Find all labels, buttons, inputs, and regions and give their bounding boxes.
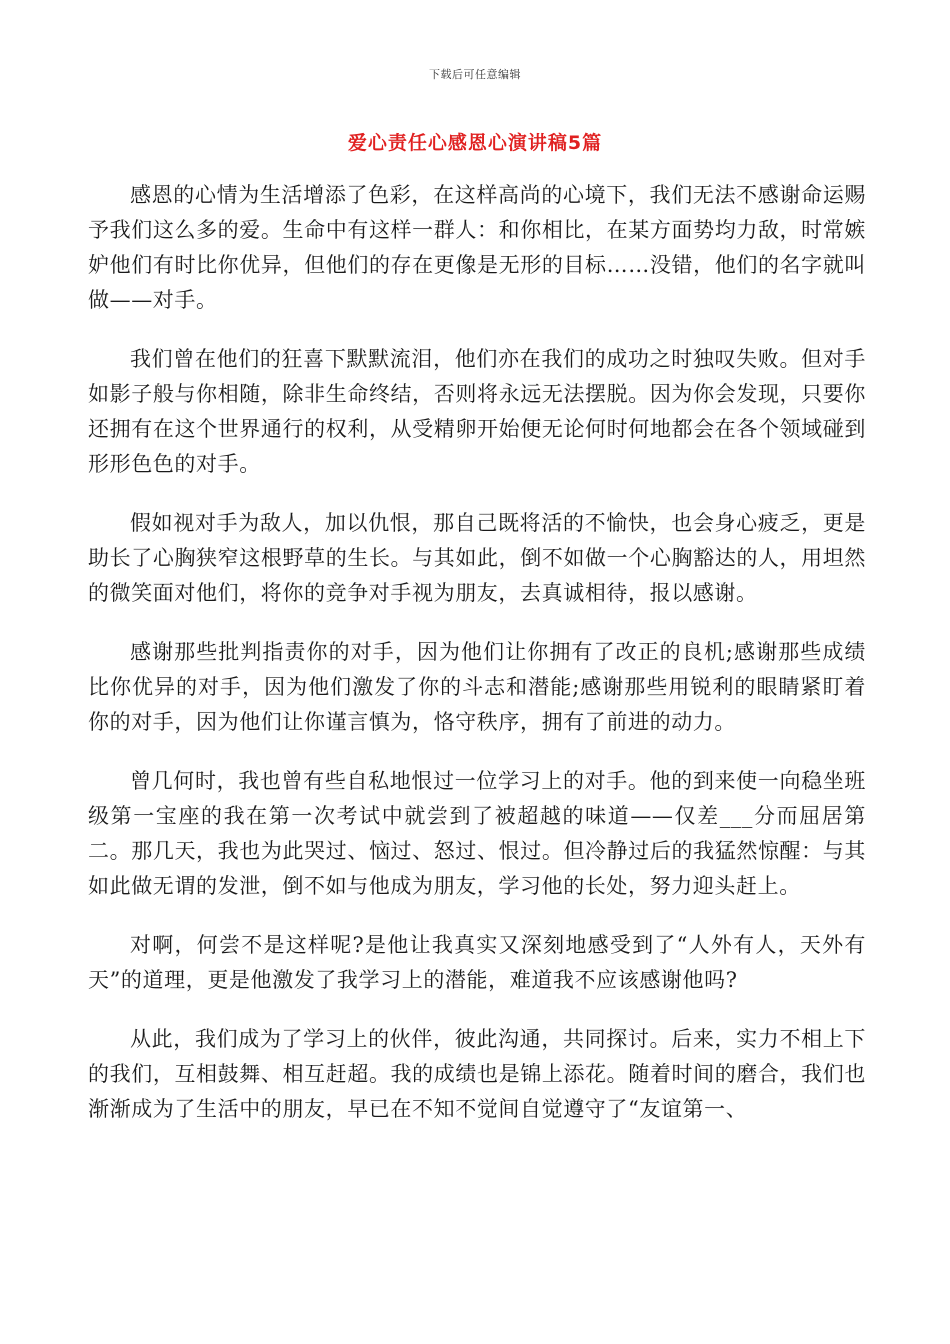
paragraph-6: 对啊，何尝不是这样呢?是他让我真实又深刻地感受到了“人外有人，天外有天”的道理，更是他激发了我学习上的潜能，难道我不应该感谢他吗?: [88, 933, 866, 992]
paragraph-5: 曾几何时，我也曾有些自私地恨过一位学习上的对手。他的到来使一向稳坐班级第一宝座的我在第一次考试中就尝到了被超越的味道——仅差___分而屈居第二。那几天，我也为此哭过、恼过、怒过、恨过。但冷静过后的我猛然惊醒：与其如此做无谓的发泄，倒不如与他成为朋友，学习他的长处，努力迎头赶上。: [88, 769, 866, 898]
header-note: 下载后可任意编辑: [429, 68, 521, 81]
paragraph-4: 感谢那些批判指责你的对手，因为他们让你拥有了改正的良机;感谢那些成绩比你优异的对手，因为他们激发了你的斗志和潜能;感谢那些用锐利的眼睛紧盯着你的对手，因为他们让你谨言慎为，恪守秩序，拥有了前进的动力。: [88, 640, 866, 734]
paragraph-2: 我们曾在他们的狂喜下默默流泪，他们亦在我们的成功之时独叹失败。但对手如影子般与你相随，除非生命终结，否则将永远无法摆脱。因为你会发现，只要你还拥有在这个世界通行的权利，从受精卵开始便无论何时何地都会在各个领域碰到形形色色的对手。: [88, 347, 866, 476]
paragraph-3: 假如视对手为敌人，加以仇恨，那自己既将活的不愉快，也会身心疲乏，更是助长了心胸狭窄这根野草的生长。与其如此，倒不如做一个心胸豁达的人，用坦然的微笑面对他们，将你的竞争对手视为朋友，去真诚相待，报以感谢。: [88, 511, 866, 605]
article-body: [88, 178, 866, 1151]
page-title: 爱心责任心感恩心演讲稿5篇: [347, 132, 603, 154]
paragraph-1: 感恩的心情为生活增添了色彩，在这样高尚的心境下，我们无法不感谢命运赐予我们这么多的爱。生命中有这样一群人：和你相比，在某方面势均力敌，时常嫉妒他们有时比你优异，但他们的存在更像是无形的目标……没错，他们的名字就叫做——对手。: [88, 183, 866, 312]
paragraph-7: 从此，我们成为了学习上的伙伴，彼此沟通，共同探讨。后来，实力不相上下的我们，互相鼓舞、相互赶超。我的成绩也是锦上添花。随着时间的磨合，我们也渐渐成为了生活中的朋友，早已在不知不觉间自觉遵守了“友谊第一、: [88, 1027, 866, 1121]
